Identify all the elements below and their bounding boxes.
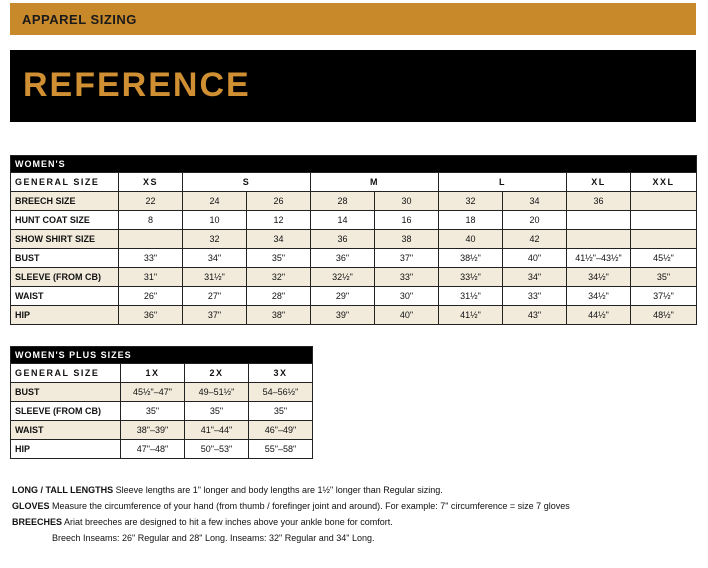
cell: 31½" (439, 287, 503, 306)
size-header: XS (119, 173, 183, 192)
cell: 29" (311, 287, 375, 306)
table-row (11, 402, 313, 421)
row-label: SLEEVE (FROM CB) (11, 402, 121, 421)
cell: 35" (249, 402, 313, 421)
cell: 43" (503, 306, 567, 325)
cell: 31" (119, 268, 183, 287)
table-row (11, 173, 697, 192)
row-label: GENERAL SIZE (11, 364, 121, 383)
note-label: GLOVES (12, 501, 50, 511)
note-breeches (12, 514, 570, 530)
row-label: HUNT COAT SIZE (11, 211, 119, 230)
table-row (11, 211, 697, 230)
note-gloves (12, 498, 570, 514)
cell: 33" (119, 249, 183, 268)
row-label: GENERAL SIZE (11, 173, 119, 192)
note-label: LONG / TALL LENGTHS (12, 485, 114, 495)
cell: 38"–39" (121, 421, 185, 440)
cell: 28" (247, 287, 311, 306)
cell: 30" (375, 287, 439, 306)
row-label: SLEEVE (FROM CB) (11, 268, 119, 287)
cell: 22 (119, 192, 183, 211)
cell: 37½" (631, 287, 697, 306)
cell: 33" (503, 287, 567, 306)
row-label: BUST (11, 249, 119, 268)
cell: 32 (439, 192, 503, 211)
cell: 47"–48" (121, 440, 185, 459)
row-label: WAIST (11, 421, 121, 440)
cell: 12 (247, 211, 311, 230)
cell: 35" (631, 268, 697, 287)
cell: 45½"–47" (121, 383, 185, 402)
table-row (11, 192, 697, 211)
cell: 35" (247, 249, 311, 268)
cell: 35" (121, 402, 185, 421)
top-banner (10, 3, 696, 35)
page-title: REFERENCE (23, 66, 251, 104)
row-label: BUST (11, 383, 121, 402)
cell: 48½" (631, 306, 697, 325)
title-banner (10, 50, 696, 122)
cell (567, 230, 631, 249)
size-header: 1X (121, 364, 185, 383)
size-header: 3X (249, 364, 313, 383)
row-label: WAIST (11, 287, 119, 306)
table-row (11, 287, 697, 306)
cell: 44½" (567, 306, 631, 325)
note-long-tall (12, 482, 570, 498)
cell: 14 (311, 211, 375, 230)
size-header: S (183, 173, 311, 192)
table-row (11, 249, 697, 268)
cell: 38" (247, 306, 311, 325)
row-label: HIP (11, 440, 121, 459)
cell: 46"–49" (249, 421, 313, 440)
table-row (11, 440, 313, 459)
cell: 45½" (631, 249, 697, 268)
cell: 26" (119, 287, 183, 306)
cell: 32 (183, 230, 247, 249)
cell: 54–56½" (249, 383, 313, 402)
cell: 30 (375, 192, 439, 211)
table-row (11, 268, 697, 287)
cell (567, 211, 631, 230)
cell: 36 (311, 230, 375, 249)
cell: 34 (503, 192, 567, 211)
cell: 10 (183, 211, 247, 230)
size-header: 2X (185, 364, 249, 383)
table-row (11, 383, 313, 402)
cell: 20 (503, 211, 567, 230)
cell: 33½" (439, 268, 503, 287)
cell: 55"–58" (249, 440, 313, 459)
row-label: HIP (11, 306, 119, 325)
top-banner-label: APPAREL SIZING (22, 12, 137, 27)
cell: 28 (311, 192, 375, 211)
row-label: BREECH SIZE (11, 192, 119, 211)
cell: 42 (503, 230, 567, 249)
table-row (11, 364, 313, 383)
cell: 32½" (311, 268, 375, 287)
plus-table-title: WOMEN'S PLUS SIZES (11, 347, 313, 364)
table-row (11, 421, 313, 440)
cell: 39" (311, 306, 375, 325)
cell: 41½" (439, 306, 503, 325)
cell: 27" (183, 287, 247, 306)
cell: 36 (567, 192, 631, 211)
note-text: Ariat breeches are designed to hit a few inches above your ankle bone for comfort. (62, 517, 393, 527)
size-header: L (439, 173, 567, 192)
cell: 36" (311, 249, 375, 268)
womens-plus-size-table (10, 346, 313, 459)
size-header: XL (567, 173, 631, 192)
cell: 49–51½" (185, 383, 249, 402)
cell: 34 (247, 230, 311, 249)
cell: 26 (247, 192, 311, 211)
cell: 34" (183, 249, 247, 268)
cell: 31½" (183, 268, 247, 287)
cell (119, 230, 183, 249)
cell: 34½" (567, 287, 631, 306)
cell: 41"–44" (185, 421, 249, 440)
cell: 32" (247, 268, 311, 287)
size-header: M (311, 173, 439, 192)
sizing-notes (12, 482, 570, 546)
cell (631, 192, 697, 211)
womens-table-title: WOMEN'S (11, 156, 697, 173)
womens-size-table (10, 155, 697, 325)
cell: 40" (375, 306, 439, 325)
cell (631, 230, 697, 249)
cell (631, 211, 697, 230)
row-label: SHOW SHIRT SIZE (11, 230, 119, 249)
cell: 16 (375, 211, 439, 230)
size-header: XXL (631, 173, 697, 192)
cell: 38½" (439, 249, 503, 268)
cell: 37" (183, 306, 247, 325)
cell: 34½" (567, 268, 631, 287)
cell: 50"–53" (185, 440, 249, 459)
cell: 33" (375, 268, 439, 287)
cell: 36" (119, 306, 183, 325)
cell: 38 (375, 230, 439, 249)
cell: 41½"–43½" (567, 249, 631, 268)
cell: 37" (375, 249, 439, 268)
note-label: BREECHES (12, 517, 63, 527)
note-text: Measure the circumference of your hand (from thumb / forefinger joint and around). For example: 7" circumference = size 7 gloves (49, 501, 570, 511)
cell: 35" (185, 402, 249, 421)
table-row (11, 306, 697, 325)
cell: 24 (183, 192, 247, 211)
note-text: Sleeve lengths are 1" longer and body lengths are 1½" longer than Regular sizing. (113, 485, 443, 495)
cell: 8 (119, 211, 183, 230)
cell: 40" (503, 249, 567, 268)
cell: 34" (503, 268, 567, 287)
table-row (11, 230, 697, 249)
note-inseams: Breech Inseams: 26" Regular and 28" Long. Inseams: 32" Regular and 34" Long. (52, 533, 375, 543)
cell: 18 (439, 211, 503, 230)
cell: 40 (439, 230, 503, 249)
